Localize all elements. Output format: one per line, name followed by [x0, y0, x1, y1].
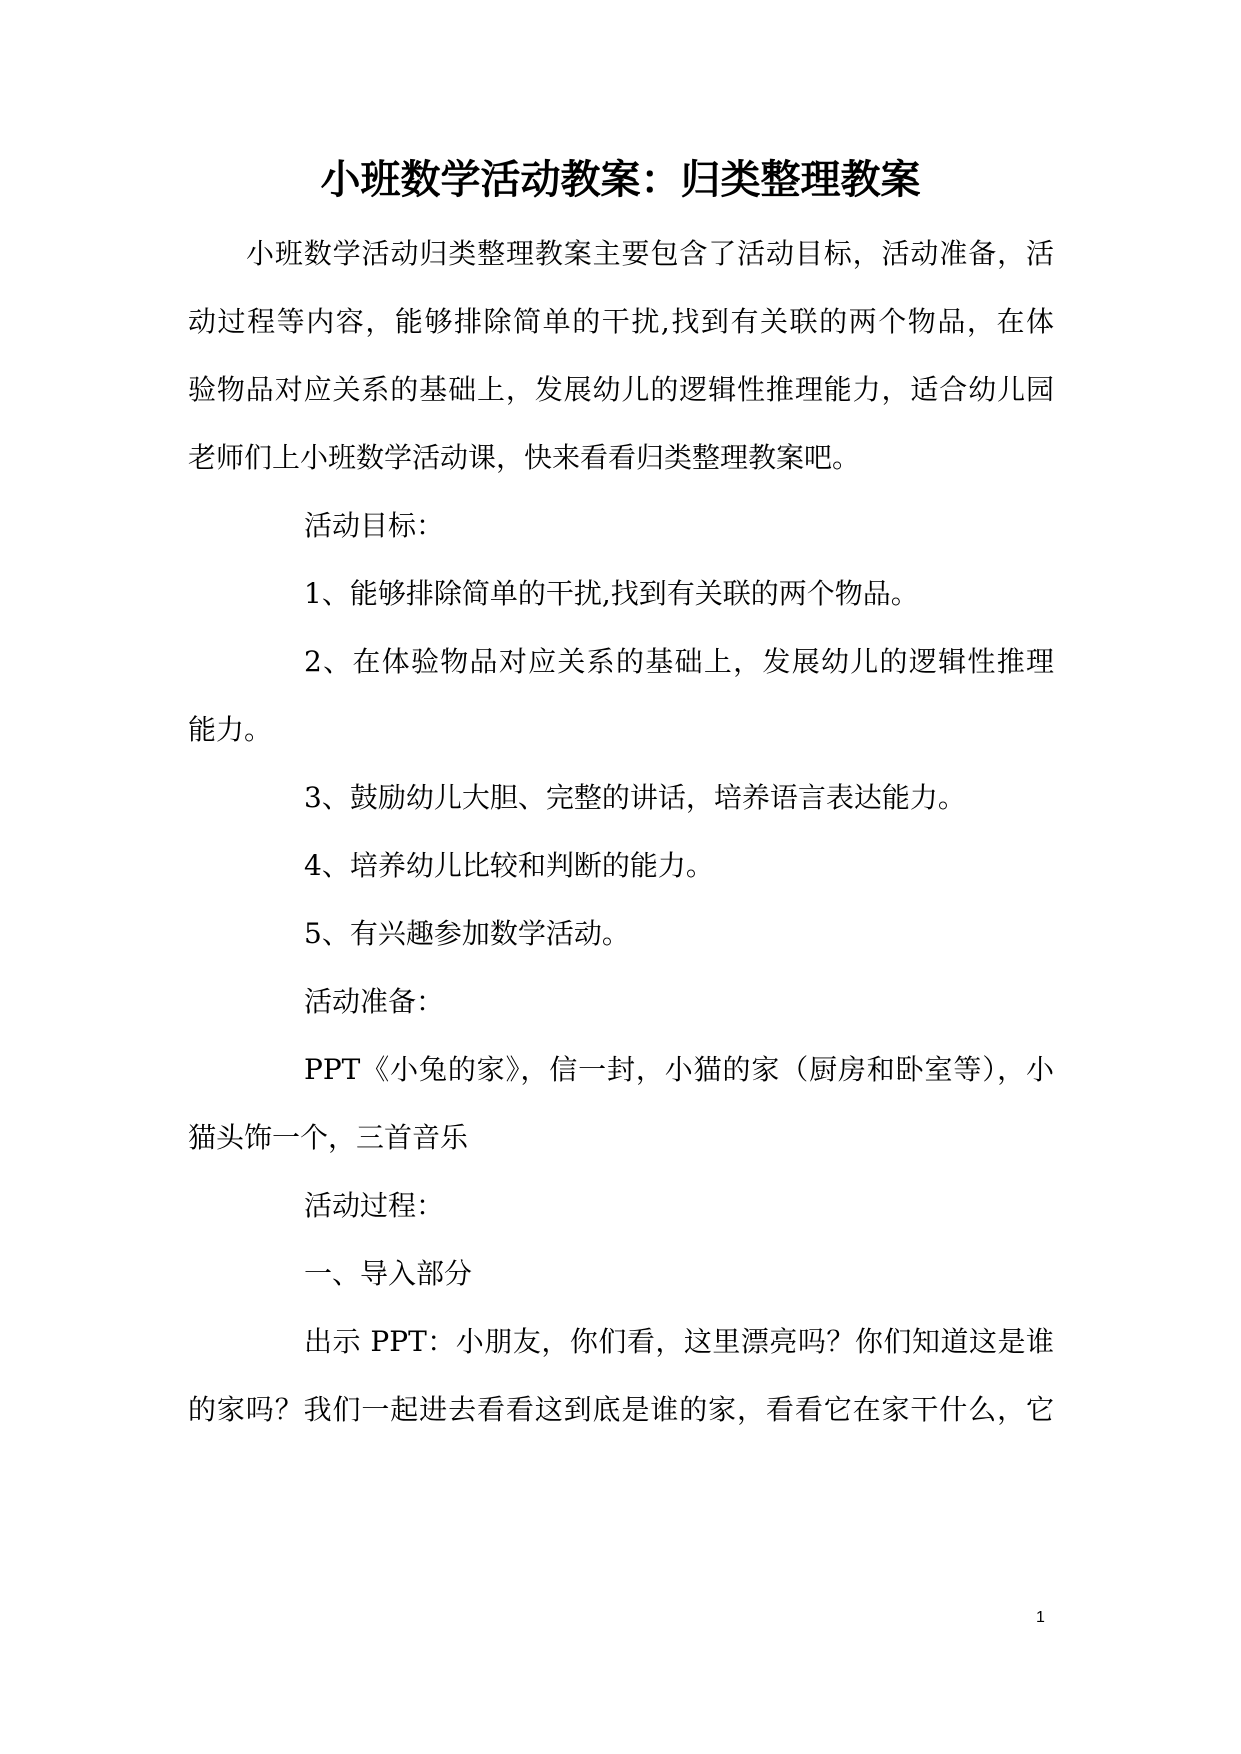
prep-heading: 活动准备：	[304, 985, 445, 1018]
goal-1: 1、能够排除简单的干扰,找到有关联的两个物品。	[304, 577, 919, 610]
intro-line-1: 小班数学活动归类整理教案主要包含了活动目标，活动准备，活	[246, 237, 1054, 270]
goal-4: 4、培养幼儿比较和判断的能力。	[304, 849, 714, 882]
goals-heading: 活动目标：	[304, 509, 445, 542]
intro-line-4: 老师们上小班数学活动课，快来看看归类整理教案吧。	[188, 441, 861, 474]
goal-2-line-1: 2、在体验物品对应关系的基础上，发展幼儿的逻辑性推理	[304, 645, 1054, 678]
goal-5: 5、有兴趣参加数学活动。	[304, 917, 630, 950]
process-line-1: 出示 PPT：小朋友，你们看，这里漂亮吗？你们知道这是谁	[304, 1325, 1054, 1358]
goal-2-line-2: 能力。	[188, 713, 273, 746]
prep-line-2: 猫头饰一个，三首音乐	[188, 1121, 469, 1154]
intro-line-2: 动过程等内容，能够排除简单的干扰,找到有关联的两个物品，在体	[188, 305, 1054, 338]
goal-3: 3、鼓励幼儿大胆、完整的讲话，培养语言表达能力。	[304, 781, 966, 814]
page-number: 1	[1036, 1609, 1045, 1626]
prep-line-1: PPT《小兔的家》，信一封，小猫的家（厨房和卧室等），小	[304, 1053, 1054, 1086]
process-line-2: 的家吗？我们一起进去看看这到底是谁的家，看看它在家干什么，它	[188, 1393, 1054, 1426]
process-heading: 活动过程：	[304, 1189, 445, 1222]
intro-line-3: 验物品对应关系的基础上，发展幼儿的逻辑性推理能力，适合幼儿园	[188, 373, 1054, 406]
document-title: 小班数学活动教案：归类整理教案	[320, 156, 921, 203]
section-1-heading: 一、导入部分	[304, 1257, 473, 1290]
